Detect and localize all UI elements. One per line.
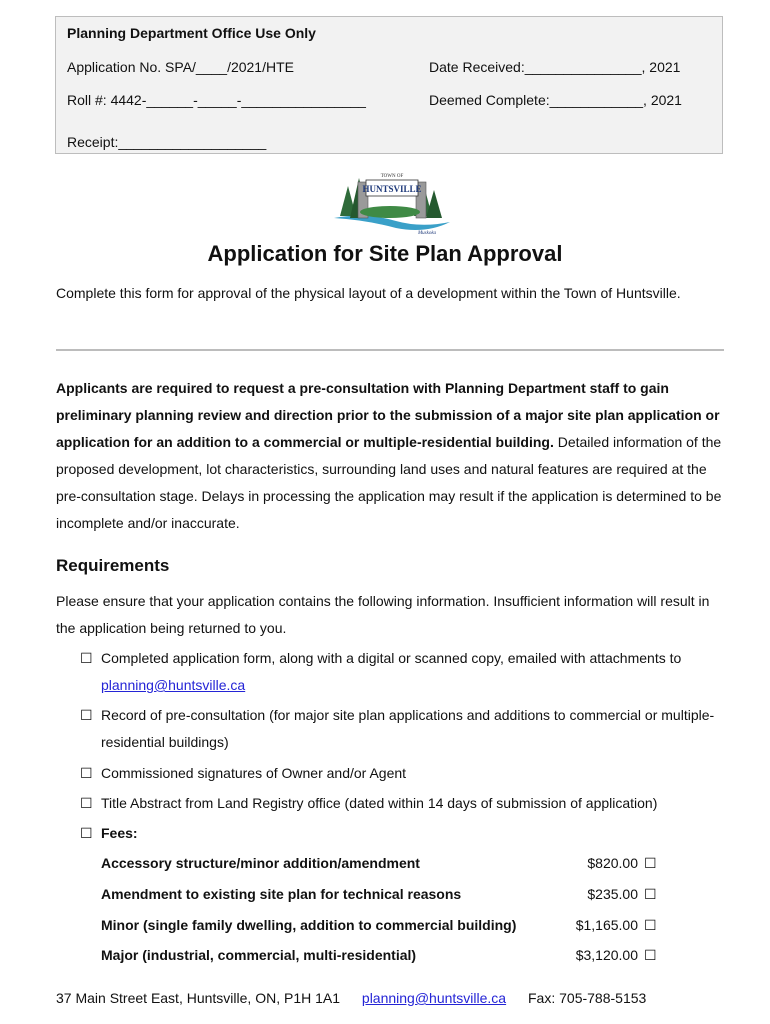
notice-normal-text: Detailed information of the proposed development, lot characteristics, surrounding land uses and natural features are required at the pre-consultation stage. Delays in processing the application may result if the application is determined to be incomplete and/or inaccurate. — [56, 434, 722, 531]
form-title: Application for Site Plan Approval — [207, 241, 563, 266]
requirement-item-fees: Fees: — [101, 825, 138, 841]
fee-amount: $3,120.00 — [575, 947, 638, 963]
logo-town-text: TOWN OF — [380, 174, 404, 179]
huntsville-logo — [326, 166, 454, 236]
footer-fax: Fax: 705-788-5153 — [528, 990, 647, 1006]
roll-number-field: Roll #: 4442-______-_____-________________ — [67, 92, 366, 108]
footer — [56, 990, 646, 1006]
fee-amount: $820.00 — [587, 855, 638, 871]
application-number-field: Application No. SPA/____/2021/HTE — [67, 59, 294, 75]
logo-name-text: HUNTSVILLE — [362, 184, 422, 194]
footer-address: 37 Main Street East, Huntsville, ON, P1H 1A1 — [56, 990, 341, 1006]
fee-label: Amendment to existing site plan for technical reasons — [101, 886, 462, 902]
fee-label: Major (industrial, commercial, multi-residential) — [101, 947, 417, 963]
office-use-box — [55, 16, 723, 154]
fee-amount: $235.00 — [587, 886, 638, 902]
fee-label: Accessory structure/minor addition/amendment — [101, 855, 420, 871]
fee-checkbox[interactable]: ☐ — [644, 886, 657, 902]
requirement-item — [101, 645, 721, 699]
checkbox[interactable]: ☐ — [80, 650, 93, 666]
fee-checkbox[interactable]: ☐ — [644, 917, 657, 933]
receipt-field: Receipt:___________________ — [67, 134, 267, 150]
requirement-item: Record of pre-consultation (for major site plan applications and additions to commercial or multiple-residential buildings) — [101, 707, 715, 750]
fee-amount: $1,165.00 — [575, 917, 638, 933]
checkbox[interactable]: ☐ — [80, 795, 93, 811]
checkbox[interactable]: ☐ — [80, 765, 93, 781]
requirement-item: Title Abstract from Land Registry office (dated within 14 days of submission of application) — [101, 795, 658, 811]
fee-checkbox[interactable]: ☐ — [644, 947, 657, 963]
date-received-field: Date Received:_______________, 2021 — [429, 59, 681, 75]
requirement-item: Commissioned signatures of Owner and/or Agent — [101, 765, 407, 781]
requirements-heading: Requirements — [56, 556, 170, 575]
checkbox[interactable]: ☐ — [80, 707, 93, 723]
notice-bold-text: Applicants are required to request a pre-consultation with Planning Department staff to gain preliminary planning review and direction prior to the submission of a major site plan application or application for an addition to a commercial or multiple-residential building. — [56, 380, 720, 450]
checkbox[interactable]: ☐ — [80, 825, 93, 841]
fee-label: Minor (single family dwelling, addition to commercial building) — [101, 917, 517, 933]
office-use-title: Planning Department Office Use Only — [67, 25, 316, 41]
logo-tagline: Muskoka — [418, 231, 437, 236]
footer-email-link[interactable]: planning@huntsville.ca — [361, 990, 507, 1006]
email-link[interactable]: planning@huntsville.ca — [101, 677, 246, 693]
requirement-item-text: Completed application form, along with a digital or scanned copy, emailed with attachments to — [101, 650, 682, 666]
requirements-intro: Please ensure that your application contains the following information. Insufficient information will result in the application being returned to you. — [56, 593, 710, 636]
intro-paragraph: Complete this form for approval of the physical layout of a development within the Town of Huntsville. — [56, 285, 681, 301]
fee-checkbox[interactable]: ☐ — [644, 855, 657, 871]
notice-paragraph — [56, 375, 728, 537]
deemed-complete-field: Deemed Complete:____________, 2021 — [429, 92, 682, 108]
divider — [56, 349, 724, 351]
